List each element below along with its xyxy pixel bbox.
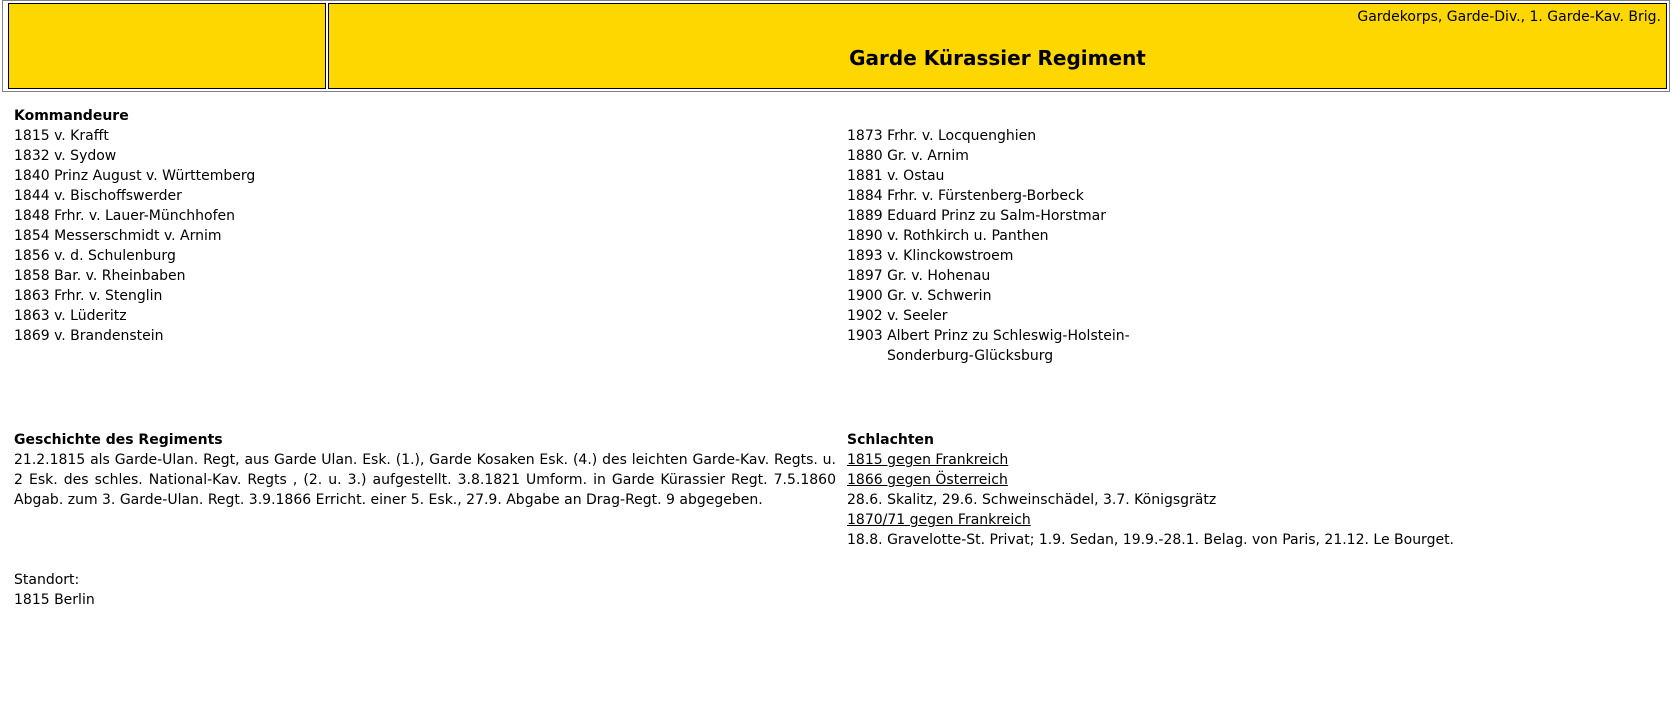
battles-1870-text: 18.8. Gravelotte-St. Privat; 1.9. Sedan, 19.9.-28.1. Belag. von Paris, 21.12. Le Bourget. — [847, 532, 1455, 548]
commander-entry: 1863 v. Lüderitz — [14, 308, 127, 324]
commander-entry: 1840 Prinz August v. Württemberg — [14, 168, 256, 184]
commander-entry: 1869 v. Brandenstein — [14, 328, 164, 344]
commander-entry: 1880 Gr. v. Arnim — [847, 148, 969, 164]
campaign-1866-link[interactable]: 1866 gegen Österreich — [847, 472, 1008, 488]
kommandeure-heading: Kommandeure — [14, 108, 129, 124]
header-left-cell — [8, 3, 326, 89]
garrison-section — [14, 570, 614, 610]
kommandeure-continued — [847, 126, 1647, 366]
commander-entry: 1815 v. Krafft — [14, 128, 109, 144]
battles-1866-text: 28.6. Skalitz, 29.6. Schweinschädel, 3.7. Königsgrätz — [847, 492, 1217, 508]
commander-entry: 1897 Gr. v. Hohenau — [847, 268, 991, 284]
commander-entry: 1863 Frhr. v. Stenglin — [14, 288, 163, 304]
page-title: Garde Kürassier Regiment — [849, 46, 1146, 70]
garrison-entry: 1815 Berlin — [14, 592, 95, 608]
commander-entry: 1844 v. Bischoffswerder — [14, 188, 182, 204]
commander-entry: 1854 Messerschmidt v. Arnim — [14, 228, 222, 244]
commander-entry: 1873 Frhr. v. Locquenghien — [847, 128, 1037, 144]
commander-entry: 1832 v. Sydow — [14, 148, 117, 164]
commander-entry: 1848 Frhr. v. Lauer-Münchhofen — [14, 208, 235, 224]
battles-heading: Schlachten — [847, 432, 935, 448]
campaign-1815-link[interactable]: 1815 gegen Frankreich — [847, 452, 1009, 468]
commander-entry: 1884 Frhr. v. Fürstenberg-Borbeck — [847, 188, 1084, 204]
commander-entry: 1903 Albert Prinz zu Schleswig-Holstein- — [847, 328, 1130, 344]
history-text: 21.2.1815 als Garde-Ulan. Regt, aus Garde Ulan. Esk. (1.), Garde Kosaken Esk. (4.) des leichten Garde-Kav. Regts. u. 2 Esk. des schles. National-Kav. Regts , (2. u. 3.) aufgestellt. 3.8.1821 Umform. in Garde Kürassier Regt. 7.5.1860 Abgab. zum 3. Garde-Ulan. Regt. 3.9.1866 Erricht. einer 5. Esk., 27.9. Abgabe an Drag-Regt. 9 abgegeben. — [14, 452, 836, 508]
commander-entry: 1889 Eduard Prinz zu Salm-Horstmar — [847, 208, 1106, 224]
commander-entry: 1890 v. Rothkirch u. Panthen — [847, 228, 1049, 244]
kommandeure-section — [14, 106, 814, 346]
history-section — [14, 430, 836, 510]
history-heading: Geschichte des Regiments — [14, 432, 223, 448]
header-table — [2, 0, 1670, 92]
garrison-heading: Standort: — [14, 572, 80, 588]
commander-entry: 1858 Bar. v. Rheinbaben — [14, 268, 186, 284]
commander-entry: 1881 v. Ostau — [847, 168, 945, 184]
commander-entry-continuation: Sonderburg-Glücksburg — [887, 348, 1054, 364]
campaign-1870-link[interactable]: 1870/71 gegen Frankreich — [847, 512, 1031, 528]
commander-entry: 1902 v. Seeler — [847, 308, 948, 324]
header-right-cell — [328, 3, 1667, 89]
corps-affiliation: Gardekorps, Garde-Div., 1. Garde-Kav. Brig. — [1357, 9, 1661, 25]
commander-entry: 1900 Gr. v. Schwerin — [847, 288, 992, 304]
commander-entry: 1856 v. d. Schulenburg — [14, 248, 176, 264]
commander-entry: 1893 v. Klinckowstroem — [847, 248, 1014, 264]
battles-section — [847, 430, 1647, 550]
